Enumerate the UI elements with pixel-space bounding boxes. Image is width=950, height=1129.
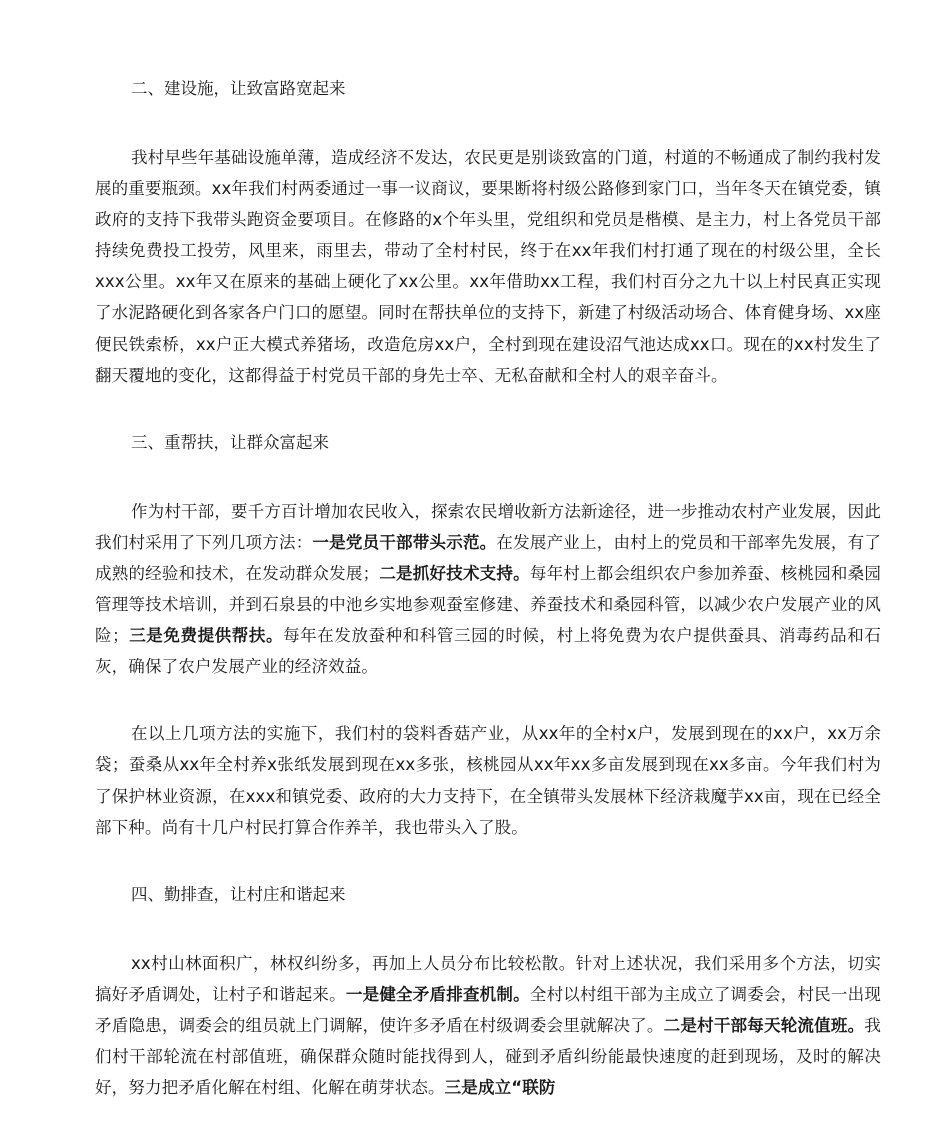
paragraph-text: 我们村干部轮流在村部值班，确保群众随时能找得到人，碰到矛盾纠纷能最快速度的赶到现场，及时的解决好，努力把矛盾化解在村组、化解在萌芽状态。 (95, 1015, 881, 1098)
paragraph-results: 在以上几项方法的实施下，我们村的袋料香菇产业，从xx年的全村x户，发展到现在的xx户，xx万余袋；蚕桑从xx年全村养x张纸发展到现在xx多张，核桃园从xx年xx多亩发展到现在xx多亩。今年我们村为了保护林业资源，在xxx和镇党委、政府的大力支持下，在全镇带头发展林下经济栽魔芋xx亩，现在已经全部下种。尚有十几户村民打算合作养羊，我也带头入了股。 (95, 724, 881, 837)
paragraph-text: 全村以村组干部为主成立了调委会，村民一出现矛盾隐患，调委会的组员就上门调解，使许多矛盾在村级调委会里就解决了。 (95, 984, 882, 1035)
section-heading-2: 二、建设施，让致富路宽起来 (131, 79, 346, 98)
document-page (95, 73, 881, 1103)
paragraph-text: xx村山林面积广，林权纠纷多，再加上人员分布比较松散。针对上述状况，我们采用多个方法，切实搞好矛盾调处，让村子和谐起来。 (95, 953, 881, 1004)
paragraph-methods (95, 496, 881, 683)
bold-point-3: 三是免费提供帮扶。 (128, 626, 284, 646)
paragraph-text: 作为村干部，要千方百计增加农民收入，探索农民增收新方法新途径，进一步推动农村产业发展，因此我们村采用了下列几项方法： (95, 501, 881, 552)
bold-point-1: 一是健全矛盾排查机制。 (345, 984, 530, 1004)
paragraph-text: 每年在发放蚕种和科管三园的时候，村上将免费为农户提供蚕具、消毒药品和石灰，确保了农户发展产业的经济效益。 (95, 626, 881, 677)
section-heading-4: 四、勤排查，让村庄和谐起来 (131, 884, 346, 904)
paragraph-infrastructure: 我村早些年基础设施单薄，造成经济不发达，农民更是别谈致富的门道，村道的不畅通成了制约我村发展的重要瓶颈。xx年我们村两委通过一事一议商议，要果断将村级公路修到家门口，当年冬天在镇党委，镇政府的支持下我带头跑资金要项目。在修路的x个年头里，党组织和党员是楷模、是主力，村上各党员干部持续免费投工投劳，风里来，雨里去，带动了全村村民，终于在xx年我们村打通了现在的村级公里，全长xxx公里。xx年又在原来的基础上硬化了xx公里。xx年借助xx工程，我们村百分之九十以上村民真正实现了水泥路硬化到各家各户门口的愿望。同时在帮扶单位的支持下，新建了村级活动场合、体育健身场、xx座便民铁索桥，xx户正大模式养猪场，改造危房xx户，全村到现在建设沼气池达成xx口。现在的xx村发生了翻天覆地的变化，这都得益于村党员干部的身先士卒、无私奋献和全村人的艰辛奋斗。 (95, 148, 881, 385)
bold-point-2: 二是村干部每天轮流值班。 (663, 1015, 865, 1035)
paragraph-text: 在发展产业上，由村上的党员和干部率先发展，有了成熟的经验和技术，在发动群众发展； (95, 532, 882, 583)
section-heading-3: 三、重帮扶，让群众富起来 (131, 432, 329, 452)
bold-point-2: 二是抓好技术支持。 (379, 563, 530, 583)
paragraph-text: 每年村上都会组织农户参加养蚕、核桃园和桑园管理等技术培训，并到石泉县的中池乡实地参观蚕室修建、养蚕技术和桑园科管，以减少农户发展产业的风险； (95, 563, 881, 646)
bold-point-3: 三是成立“联防 (444, 1078, 556, 1098)
paragraph-harmony (95, 948, 881, 1103)
bold-point-1: 一是党员干部带头示范。 (312, 532, 497, 552)
